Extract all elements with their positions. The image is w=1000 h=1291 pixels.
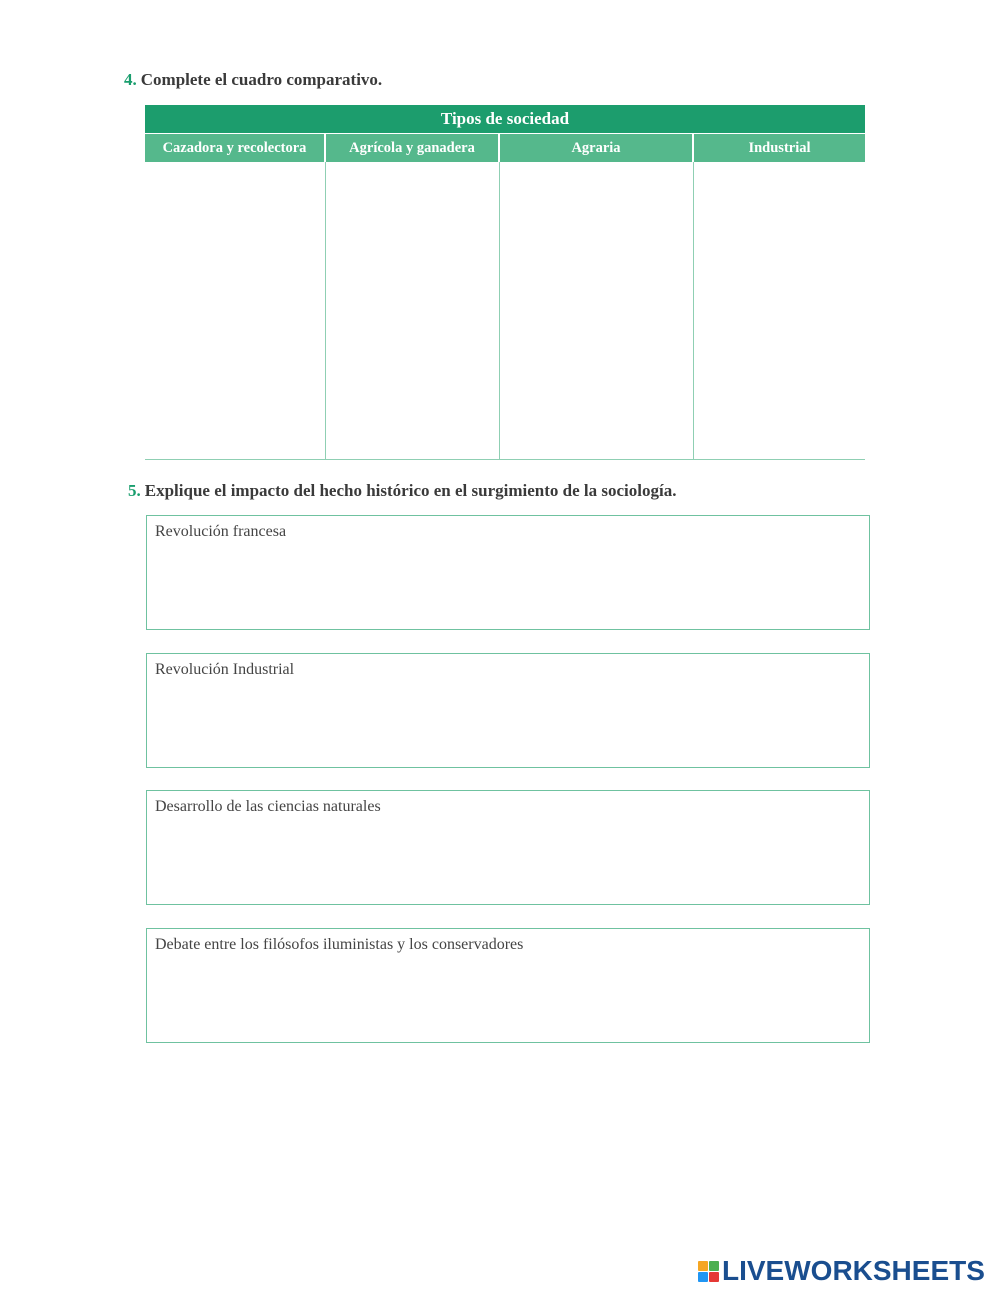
comparison-table bbox=[145, 105, 865, 460]
table-title: Tipos de sociedad bbox=[145, 105, 865, 134]
question-4-text: Complete el cuadro comparativo. bbox=[140, 70, 383, 89]
column-header-agraria: Agraria bbox=[500, 134, 694, 162]
answer-cell-cazadora[interactable] bbox=[145, 162, 326, 459]
answer-box-label: Revolución Industrial bbox=[155, 661, 295, 678]
column-header-industrial: Industrial bbox=[694, 134, 865, 162]
answer-box-debate-filosofos[interactable] bbox=[146, 928, 870, 1043]
logo-blocks-icon bbox=[698, 1261, 719, 1282]
question-4-title bbox=[124, 70, 382, 90]
answer-box-label: Desarrollo de las ciencias naturales bbox=[155, 798, 381, 815]
answer-cell-agraria[interactable] bbox=[500, 162, 694, 459]
answer-box-ciencias-naturales[interactable] bbox=[146, 790, 870, 905]
question-5-text: Explique el impacto del hecho histórico en el surgimiento de la sociología. bbox=[144, 481, 677, 500]
logo-text: LIVEWORKSHEETS bbox=[722, 1255, 985, 1286]
answer-box-revolucion-francesa[interactable] bbox=[146, 515, 870, 630]
answer-cell-industrial[interactable] bbox=[694, 162, 865, 459]
table-column-headers bbox=[145, 134, 865, 162]
liveworksheets-logo bbox=[698, 1255, 985, 1287]
answer-box-label: Revolución francesa bbox=[155, 523, 287, 540]
question-4-number: 4. bbox=[124, 70, 137, 89]
answer-box-revolucion-industrial[interactable] bbox=[146, 653, 870, 768]
table-body bbox=[145, 162, 865, 460]
question-5-title bbox=[128, 481, 676, 501]
column-header-agricola: Agrícola y ganadera bbox=[326, 134, 500, 162]
column-header-cazadora: Cazadora y recolectora bbox=[145, 134, 326, 162]
answer-cell-agricola[interactable] bbox=[326, 162, 500, 459]
question-5-number: 5. bbox=[128, 481, 141, 500]
answer-box-label: Debate entre los filósofos iluministas y los conservadores bbox=[155, 936, 524, 953]
